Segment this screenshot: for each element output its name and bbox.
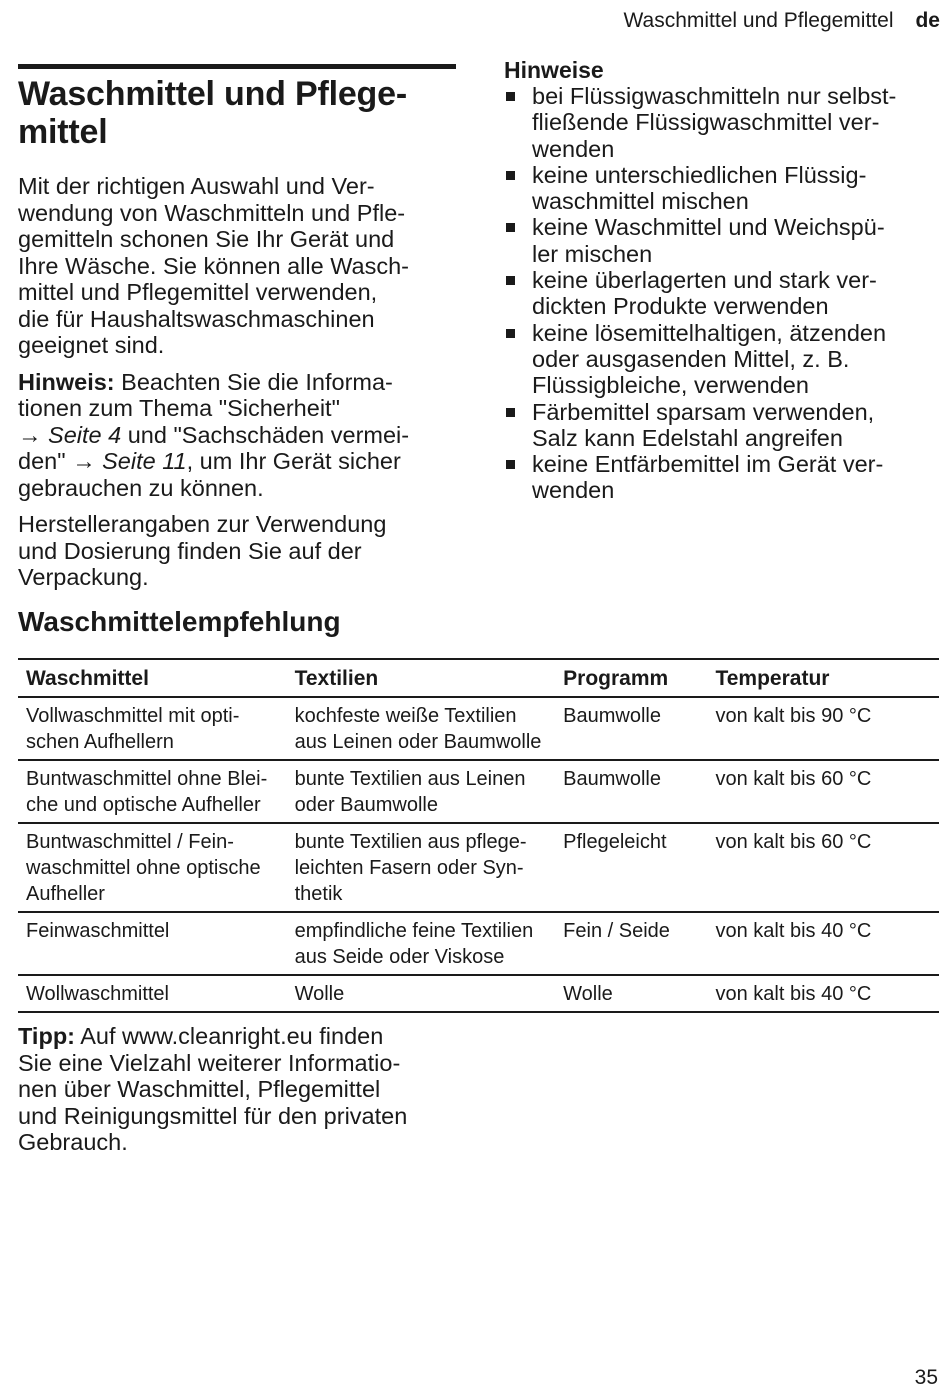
- table-cell: Fein / Seide: [555, 912, 707, 975]
- table-cell: kochfeste weiße Textilien aus Leinen oder Baumwolle: [287, 697, 556, 760]
- square-bullet-icon: [506, 276, 515, 285]
- column-header: Textilien: [287, 659, 556, 697]
- tip-label: Tipp:: [18, 1023, 75, 1049]
- list-item: Färbemittel sparsam verwenden, Salz kann Edelstahl angreifen: [504, 399, 944, 452]
- square-bullet-icon: [506, 460, 515, 469]
- table-cell: Buntwaschmittel ohne Blei- che und optische Aufheller: [18, 760, 287, 823]
- list-item: keine unterschiedlichen Flüssig- waschmittel mischen: [504, 162, 944, 215]
- hinweis-paragraph: Hinweis: Beachten Sie die Informa- tionen zum Thema "Sicherheit" → Seite 4 und "Sachschäden vermei- den" → Seite 11, um Ihr Gerät sicher gebrauchen zu können.: [18, 368, 410, 501]
- square-bullet-icon: [506, 92, 515, 101]
- table-cell: von kalt bis 40 °C: [707, 912, 939, 975]
- table-cell: von kalt bis 60 °C: [707, 760, 939, 823]
- table-cell: bunte Textilien aus pflege- leichten Fasern oder Syn- thetik: [287, 823, 556, 912]
- table-cell: empfindliche feine Textilien aus Seide oder Viskose: [287, 912, 556, 975]
- manufacturer-paragraph: Herstellerangaben zur Verwendung und Dosierung finden Sie auf der Verpackung.: [18, 511, 387, 590]
- header-language: de: [915, 9, 940, 32]
- list-item: keine überlagerten und stark ver- dickten Produkte verwenden: [504, 267, 944, 320]
- table-header-row: [18, 659, 939, 697]
- table-cell: von kalt bis 60 °C: [707, 823, 939, 912]
- table-cell: Feinwaschmittel: [18, 912, 287, 975]
- right-column: [504, 57, 944, 504]
- table-cell: Pflegeleicht: [555, 823, 707, 912]
- list-item: bei Flüssigwaschmitteln nur selbst- fließende Flüssigwaschmittel ver- wenden: [504, 83, 944, 162]
- table-row: [18, 912, 939, 975]
- table-cell: von kalt bis 40 °C: [707, 975, 939, 1012]
- page-number: 35: [914, 1366, 938, 1389]
- column-header: Programm: [555, 659, 707, 697]
- page-title: Waschmittel und Pflege- mittel: [18, 75, 407, 151]
- hinweise-list: [504, 83, 944, 504]
- intro-paragraph: Mit der richtigen Auswahl und Ver- wendung von Waschmitteln und Pfle- gemitteln schonen Sie Ihr Gerät und Ihre Wäsche. Sie können alle Wasch- mittel und Pflegemittel verwenden, die für Haushaltswaschmaschinen geeignet sind.: [18, 173, 409, 358]
- header-section-title: Waschmittel und Pflegemittel: [623, 9, 894, 32]
- hinweise-title: Hinweise: [504, 57, 604, 83]
- table-row: [18, 697, 939, 760]
- table-cell: Baumwolle: [555, 697, 707, 760]
- table-cell: Buntwaschmittel / Fein- waschmittel ohne optische Aufheller: [18, 823, 287, 912]
- column-header: Temperatur: [707, 659, 939, 697]
- section-heading: Waschmittelempfehlung: [18, 606, 341, 637]
- detergent-table: [18, 658, 939, 1013]
- square-bullet-icon: [506, 223, 515, 232]
- table-cell: Wolle: [287, 975, 556, 1012]
- table-cell: Baumwolle: [555, 760, 707, 823]
- page-reference-link[interactable]: Seite 11: [102, 448, 187, 474]
- table-row: [18, 760, 939, 823]
- title-rule: [18, 64, 456, 69]
- table-cell: Vollwaschmittel mit opti- schen Aufhellern: [18, 697, 287, 760]
- table-row: [18, 975, 939, 1012]
- table-cell: von kalt bis 90 °C: [707, 697, 939, 760]
- table-cell: bunte Textilien aus Leinen oder Baumwolle: [287, 760, 556, 823]
- page-reference-link[interactable]: Seite 4: [48, 421, 122, 448]
- column-header: Waschmittel: [18, 659, 287, 697]
- left-column: [18, 64, 456, 601]
- table-cell: Wolle: [555, 975, 707, 1012]
- arrow-icon: →: [18, 421, 49, 448]
- arrow-icon: →: [72, 448, 103, 474]
- tip-paragraph: Tipp: Auf www.cleanright.eu finden Sie eine Vielzahl weiterer Informatio- nen über Waschmittel, Pflegemittel und Reinigungsmittel für den privaten Gebrauch.: [18, 1023, 408, 1155]
- list-item: keine Entfärbemittel im Gerät ver- wenden: [504, 451, 944, 504]
- table-cell: Wollwaschmittel: [18, 975, 287, 1012]
- square-bullet-icon: [506, 408, 515, 417]
- list-item: keine lösemittelhaltigen, ätzenden oder ausgasenden Mittel, z. B. Flüssigbleiche, verwenden: [504, 320, 944, 399]
- square-bullet-icon: [506, 329, 515, 338]
- list-item: keine Waschmittel und Weichspü- ler mischen: [504, 214, 944, 267]
- hinweis-label: Hinweis:: [18, 368, 115, 395]
- square-bullet-icon: [506, 171, 515, 180]
- table-row: [18, 823, 939, 912]
- page-header: [623, 8, 940, 34]
